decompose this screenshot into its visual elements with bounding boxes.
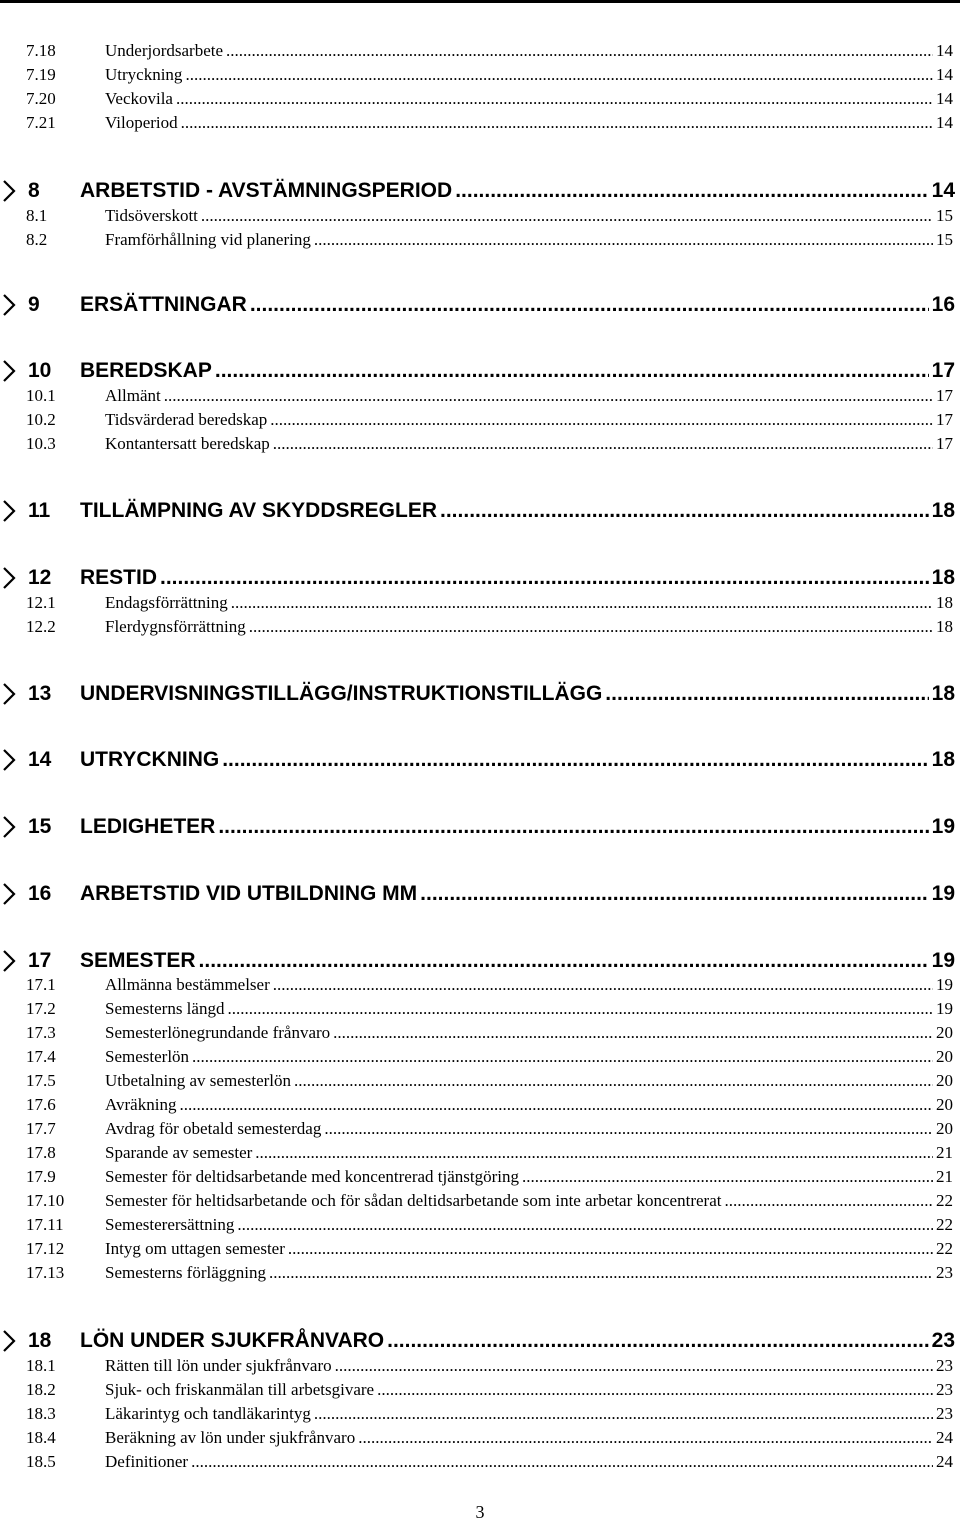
entry-line	[105, 1238, 953, 1260]
toc-section-entry[interactable]	[0, 1214, 960, 1236]
toc-section-entry[interactable]	[0, 1046, 960, 1068]
chevron-right-icon	[2, 815, 16, 839]
entry-number: 7.19	[26, 65, 56, 84]
entry-line	[80, 679, 955, 709]
entry-title: Intyg om uttagen semester	[105, 1239, 285, 1258]
dot-leader	[724, 1190, 933, 1212]
entry-title: RESTID	[80, 566, 158, 589]
toc-section-entry[interactable]	[0, 112, 960, 134]
entry-page: 14	[936, 89, 953, 108]
toc-section-entry[interactable]	[0, 205, 960, 227]
entry-line	[105, 592, 953, 614]
entry-line	[105, 998, 953, 1020]
entry-page: 20	[936, 1047, 953, 1066]
entry-page: 20	[936, 1071, 953, 1090]
entry-title: Semesterlönegrundande frånvaro	[105, 1023, 331, 1042]
dot-leader	[181, 112, 933, 134]
toc-chapter-entry[interactable]	[0, 679, 960, 709]
entry-line	[105, 1190, 953, 1212]
entry-number: 8.2	[26, 230, 48, 249]
entry-page: 21	[936, 1167, 953, 1186]
dot-leader	[273, 433, 933, 455]
toc-chapter-entry[interactable]	[0, 176, 960, 206]
entry-title: Semester för deltidsarbetande med koncentrerad tjänstgöring	[105, 1167, 519, 1186]
toc-chapter-entry[interactable]	[0, 946, 960, 976]
entry-title: Flerdygnsförrättning	[105, 617, 246, 636]
toc-chapter-entry[interactable]	[0, 812, 960, 842]
entry-title: Framförhållning vid planering	[105, 230, 311, 249]
dot-leader	[160, 563, 929, 593]
entry-line	[105, 1070, 953, 1092]
entry-page: 22	[936, 1191, 953, 1210]
entry-title: Veckovila	[105, 89, 173, 108]
dot-leader	[333, 1022, 933, 1044]
entry-line	[105, 616, 953, 638]
entry-number: 11	[28, 499, 51, 522]
entry-title: Viloperiod	[105, 113, 178, 132]
dot-leader	[226, 40, 933, 62]
entry-page: 17	[936, 410, 953, 429]
entry-page: 24	[936, 1452, 953, 1471]
dot-leader	[270, 409, 933, 431]
entry-title: Läkarintyg och tandläkarintyg	[105, 1404, 311, 1423]
entry-line	[80, 946, 955, 976]
entry-page: 20	[936, 1023, 953, 1042]
entry-title: UNDERVISNINGSTILLÄGG/INSTRUKTIONSTILLÄGG	[80, 682, 603, 705]
chevron-right-icon	[2, 566, 16, 590]
chevron-right-icon	[2, 1329, 16, 1353]
toc-section-entry[interactable]	[0, 64, 960, 86]
entry-number: 16	[28, 882, 52, 905]
dot-leader	[314, 229, 933, 251]
toc-section-entry[interactable]	[0, 40, 960, 62]
entry-title: Avdrag för obetald semesterdag	[105, 1119, 322, 1138]
dot-leader	[164, 385, 933, 407]
entry-title: ERSÄTTNINGAR	[80, 293, 247, 316]
entry-line	[105, 1094, 953, 1116]
dot-leader	[179, 1094, 933, 1116]
entry-line	[80, 1326, 955, 1356]
toc-chapter-entry[interactable]	[0, 563, 960, 593]
entry-page: 16	[931, 293, 955, 316]
entry-page: 19	[931, 815, 955, 838]
entry-number: 18.3	[26, 1404, 56, 1423]
entry-page: 14	[931, 179, 955, 202]
dot-leader	[227, 998, 933, 1020]
toc-chapter-entry[interactable]	[0, 356, 960, 386]
toc-section-entry[interactable]	[0, 1379, 960, 1401]
entry-page: 21	[936, 1143, 953, 1162]
entry-number: 10	[28, 359, 52, 382]
entry-line	[105, 433, 953, 455]
entry-page: 14	[936, 41, 953, 60]
entry-number: 17.2	[26, 999, 56, 1018]
entry-line	[80, 563, 955, 593]
entry-page: 18	[931, 748, 955, 771]
entry-line	[105, 1166, 953, 1188]
dot-leader	[185, 64, 933, 86]
entry-number: 14	[28, 748, 52, 771]
entry-line	[105, 974, 953, 996]
entry-page: 24	[936, 1428, 953, 1447]
chevron-right-icon	[2, 499, 16, 523]
toc-section-entry[interactable]	[0, 88, 960, 110]
entry-number: 7.18	[26, 41, 56, 60]
entry-page: 19	[936, 975, 953, 994]
entry-line	[80, 879, 955, 909]
entry-line	[105, 1451, 953, 1473]
entry-page: 18	[931, 566, 955, 589]
entry-line	[105, 1046, 953, 1068]
entry-line	[105, 1022, 953, 1044]
dot-leader	[231, 592, 933, 614]
entry-number: 7.20	[26, 89, 56, 108]
entry-page: 20	[936, 1119, 953, 1138]
entry-title: Allmänna bestämmelser	[105, 975, 270, 994]
entry-page: 23	[936, 1263, 953, 1282]
entry-number: 18.2	[26, 1380, 56, 1399]
toc-section-entry[interactable]	[0, 592, 960, 614]
entry-line	[105, 88, 953, 110]
entry-number: 17.1	[26, 975, 56, 994]
entry-title: Semesterersättning	[105, 1215, 235, 1234]
dot-leader	[215, 356, 929, 386]
entry-title: ARBETSTID VID UTBILDNING MM	[80, 882, 418, 905]
dot-leader	[199, 946, 929, 976]
entry-title: Sjuk- och friskanmälan till arbetsgivare	[105, 1380, 375, 1399]
dot-leader	[377, 1379, 933, 1401]
entry-number: 17.12	[26, 1239, 65, 1258]
entry-line	[105, 409, 953, 431]
dot-leader	[387, 1326, 929, 1356]
entry-number: 10.2	[26, 410, 56, 429]
dot-leader	[222, 745, 928, 775]
entry-page: 19	[936, 999, 953, 1018]
entry-number: 18.4	[26, 1428, 56, 1447]
entry-page: 23	[936, 1356, 953, 1375]
dot-leader	[440, 496, 929, 526]
toc-section-entry[interactable]	[0, 1118, 960, 1140]
entry-number: 13	[28, 682, 52, 705]
toc-section-entry[interactable]	[0, 1142, 960, 1164]
entry-page: 19	[931, 882, 955, 905]
dot-leader	[335, 1355, 933, 1377]
dot-leader	[358, 1427, 933, 1449]
entry-number: 17.7	[26, 1119, 56, 1138]
dot-leader	[314, 1403, 933, 1425]
dot-leader	[176, 88, 933, 110]
entry-page: 17	[936, 386, 953, 405]
entry-title: Beräkning av lön under sjukfrånvaro	[105, 1428, 356, 1447]
toc-section-entry[interactable]	[0, 998, 960, 1020]
entry-number: 8	[28, 179, 40, 202]
entry-number: 10.3	[26, 434, 56, 453]
entry-page: 15	[936, 230, 953, 249]
entry-title: Avräkning	[105, 1095, 177, 1114]
entry-number: 12	[28, 566, 52, 589]
entry-title: Allmänt	[105, 386, 161, 405]
entry-title: LÖN UNDER SJUKFRÅNVARO	[80, 1329, 385, 1352]
dot-leader	[237, 1214, 933, 1236]
entry-number: 10.1	[26, 386, 56, 405]
toc-chapter-entry[interactable]	[0, 290, 960, 320]
toc-section-entry[interactable]	[0, 1403, 960, 1425]
toc-section-entry[interactable]	[0, 433, 960, 455]
entry-page: 23	[936, 1404, 953, 1423]
toc-section-entry[interactable]	[0, 1022, 960, 1044]
dot-leader	[605, 679, 928, 709]
dot-leader	[249, 616, 933, 638]
toc-section-entry[interactable]	[0, 1427, 960, 1449]
entry-number: 17.3	[26, 1023, 56, 1042]
toc-section-entry[interactable]	[0, 1355, 960, 1377]
entry-title: Definitioner	[105, 1452, 189, 1471]
chevron-right-icon	[2, 682, 16, 706]
dot-leader	[255, 1142, 933, 1164]
entry-line	[105, 1142, 953, 1164]
entry-line	[105, 1262, 953, 1284]
toc-chapter-entry[interactable]	[0, 745, 960, 775]
entry-number: 17.6	[26, 1095, 56, 1114]
entry-number: 18	[28, 1329, 52, 1352]
entry-page: 18	[931, 682, 955, 705]
entry-title: Rätten till lön under sjukfrånvaro	[105, 1356, 332, 1375]
entry-title: ARBETSTID - AVSTÄMNINGSPERIOD	[80, 179, 453, 202]
entry-line	[105, 64, 953, 86]
toc-section-entry[interactable]	[0, 1190, 960, 1212]
dot-leader	[522, 1166, 933, 1188]
entry-number: 17.13	[26, 1263, 65, 1282]
entry-line	[80, 745, 955, 775]
entry-title: UTRYCKNING	[80, 748, 220, 771]
entry-line	[105, 40, 953, 62]
entry-title: SEMESTER	[80, 949, 196, 972]
entry-page: 20	[936, 1095, 953, 1114]
entry-page: 15	[936, 206, 953, 225]
entry-number: 17.5	[26, 1071, 56, 1090]
toc-section-entry[interactable]	[0, 1070, 960, 1092]
entry-title: Tidsvärderad beredskap	[105, 410, 268, 429]
entry-number: 17	[28, 949, 52, 972]
entry-title: Kontantersatt beredskap	[105, 434, 270, 453]
entry-line	[105, 112, 953, 134]
toc-section-entry[interactable]	[0, 974, 960, 996]
toc-section-entry[interactable]	[0, 1238, 960, 1260]
entry-line	[80, 496, 955, 526]
chevron-right-icon	[2, 949, 16, 973]
entry-line	[105, 1403, 953, 1425]
toc-section-entry[interactable]	[0, 1451, 960, 1473]
entry-title: LEDIGHETER	[80, 815, 216, 838]
entry-title: Sparande av semester	[105, 1143, 253, 1162]
entry-number: 17.10	[26, 1191, 65, 1210]
dot-leader	[250, 290, 929, 320]
chevron-right-icon	[2, 359, 16, 383]
chevron-right-icon	[2, 748, 16, 772]
entry-line	[80, 356, 955, 386]
entry-line	[105, 229, 953, 251]
entry-title: TILLÄMPNING AV SKYDDSREGLER	[80, 499, 438, 522]
toc-section-entry[interactable]	[0, 229, 960, 251]
dot-leader	[218, 812, 928, 842]
entry-number: 18.1	[26, 1356, 56, 1375]
toc-section-entry[interactable]	[0, 1262, 960, 1284]
entry-title: Endagsförrättning	[105, 593, 228, 612]
entry-title: Semesterns längd	[105, 999, 225, 1018]
dot-leader	[294, 1070, 933, 1092]
dot-leader	[273, 974, 933, 996]
entry-page: 22	[936, 1215, 953, 1234]
entry-page: 14	[936, 113, 953, 132]
dot-leader	[420, 879, 928, 909]
entry-line	[105, 1355, 953, 1377]
toc-section-entry[interactable]	[0, 1094, 960, 1116]
toc-section-entry[interactable]	[0, 616, 960, 638]
entry-page: 18	[936, 617, 953, 636]
entry-title: BEREDSKAP	[80, 359, 212, 382]
entry-page: 17	[931, 359, 955, 382]
entry-number: 17.4	[26, 1047, 56, 1066]
entry-line	[80, 812, 955, 842]
entry-line	[105, 1118, 953, 1140]
page-number: 3	[475, 1502, 485, 1522]
dot-leader	[324, 1118, 933, 1140]
entry-title: Utryckning	[105, 65, 183, 84]
entry-line	[105, 1214, 953, 1236]
entry-page: 19	[931, 949, 955, 972]
entry-number: 18.5	[26, 1452, 56, 1471]
toc-chapter-entry[interactable]	[0, 496, 960, 526]
entry-title: Semesterlön	[105, 1047, 190, 1066]
entry-number: 17.11	[26, 1215, 64, 1234]
toc-section-entry[interactable]	[0, 385, 960, 407]
toc-section-entry[interactable]	[0, 409, 960, 431]
entry-title: Tidsöverskott	[105, 206, 198, 225]
entry-number: 17.8	[26, 1143, 56, 1162]
toc-chapter-entry[interactable]	[0, 879, 960, 909]
dot-leader	[192, 1046, 933, 1068]
entry-title: Utbetalning av semesterlön	[105, 1071, 292, 1090]
dot-leader	[269, 1262, 933, 1284]
entry-number: 12.2	[26, 617, 56, 636]
entry-page: 23	[931, 1329, 955, 1352]
entry-line	[105, 1427, 953, 1449]
entry-number: 17.9	[26, 1167, 56, 1186]
chevron-right-icon	[2, 179, 16, 203]
entry-title: Semester för heltidsarbetande och för sådan deltidsarbetande som inte arbetar koncentrerat	[105, 1191, 722, 1210]
dot-leader	[288, 1238, 933, 1260]
entry-number: 15	[28, 815, 52, 838]
toc-chapter-entry[interactable]	[0, 1326, 960, 1356]
entry-title: Underjordsarbete	[105, 41, 224, 60]
dot-leader	[201, 205, 933, 227]
entry-line	[80, 290, 955, 320]
entry-number: 7.21	[26, 113, 56, 132]
entry-line	[105, 205, 953, 227]
entry-page: 18	[936, 593, 953, 612]
toc-section-entry[interactable]	[0, 1166, 960, 1188]
dot-leader	[191, 1451, 933, 1473]
entry-number: 8.1	[26, 206, 48, 225]
entry-number: 12.1	[26, 593, 56, 612]
chevron-right-icon	[2, 882, 16, 906]
dot-leader	[455, 176, 928, 206]
entry-page: 23	[936, 1380, 953, 1399]
chevron-right-icon	[2, 293, 16, 317]
entry-number: 9	[28, 293, 40, 316]
entry-line	[105, 1379, 953, 1401]
entry-page: 17	[936, 434, 953, 453]
entry-page: 22	[936, 1239, 953, 1258]
entry-line	[105, 385, 953, 407]
entry-line	[80, 176, 955, 206]
entry-page: 14	[936, 65, 953, 84]
entry-page: 18	[931, 499, 955, 522]
entry-title: Semesterns förläggning	[105, 1263, 266, 1282]
